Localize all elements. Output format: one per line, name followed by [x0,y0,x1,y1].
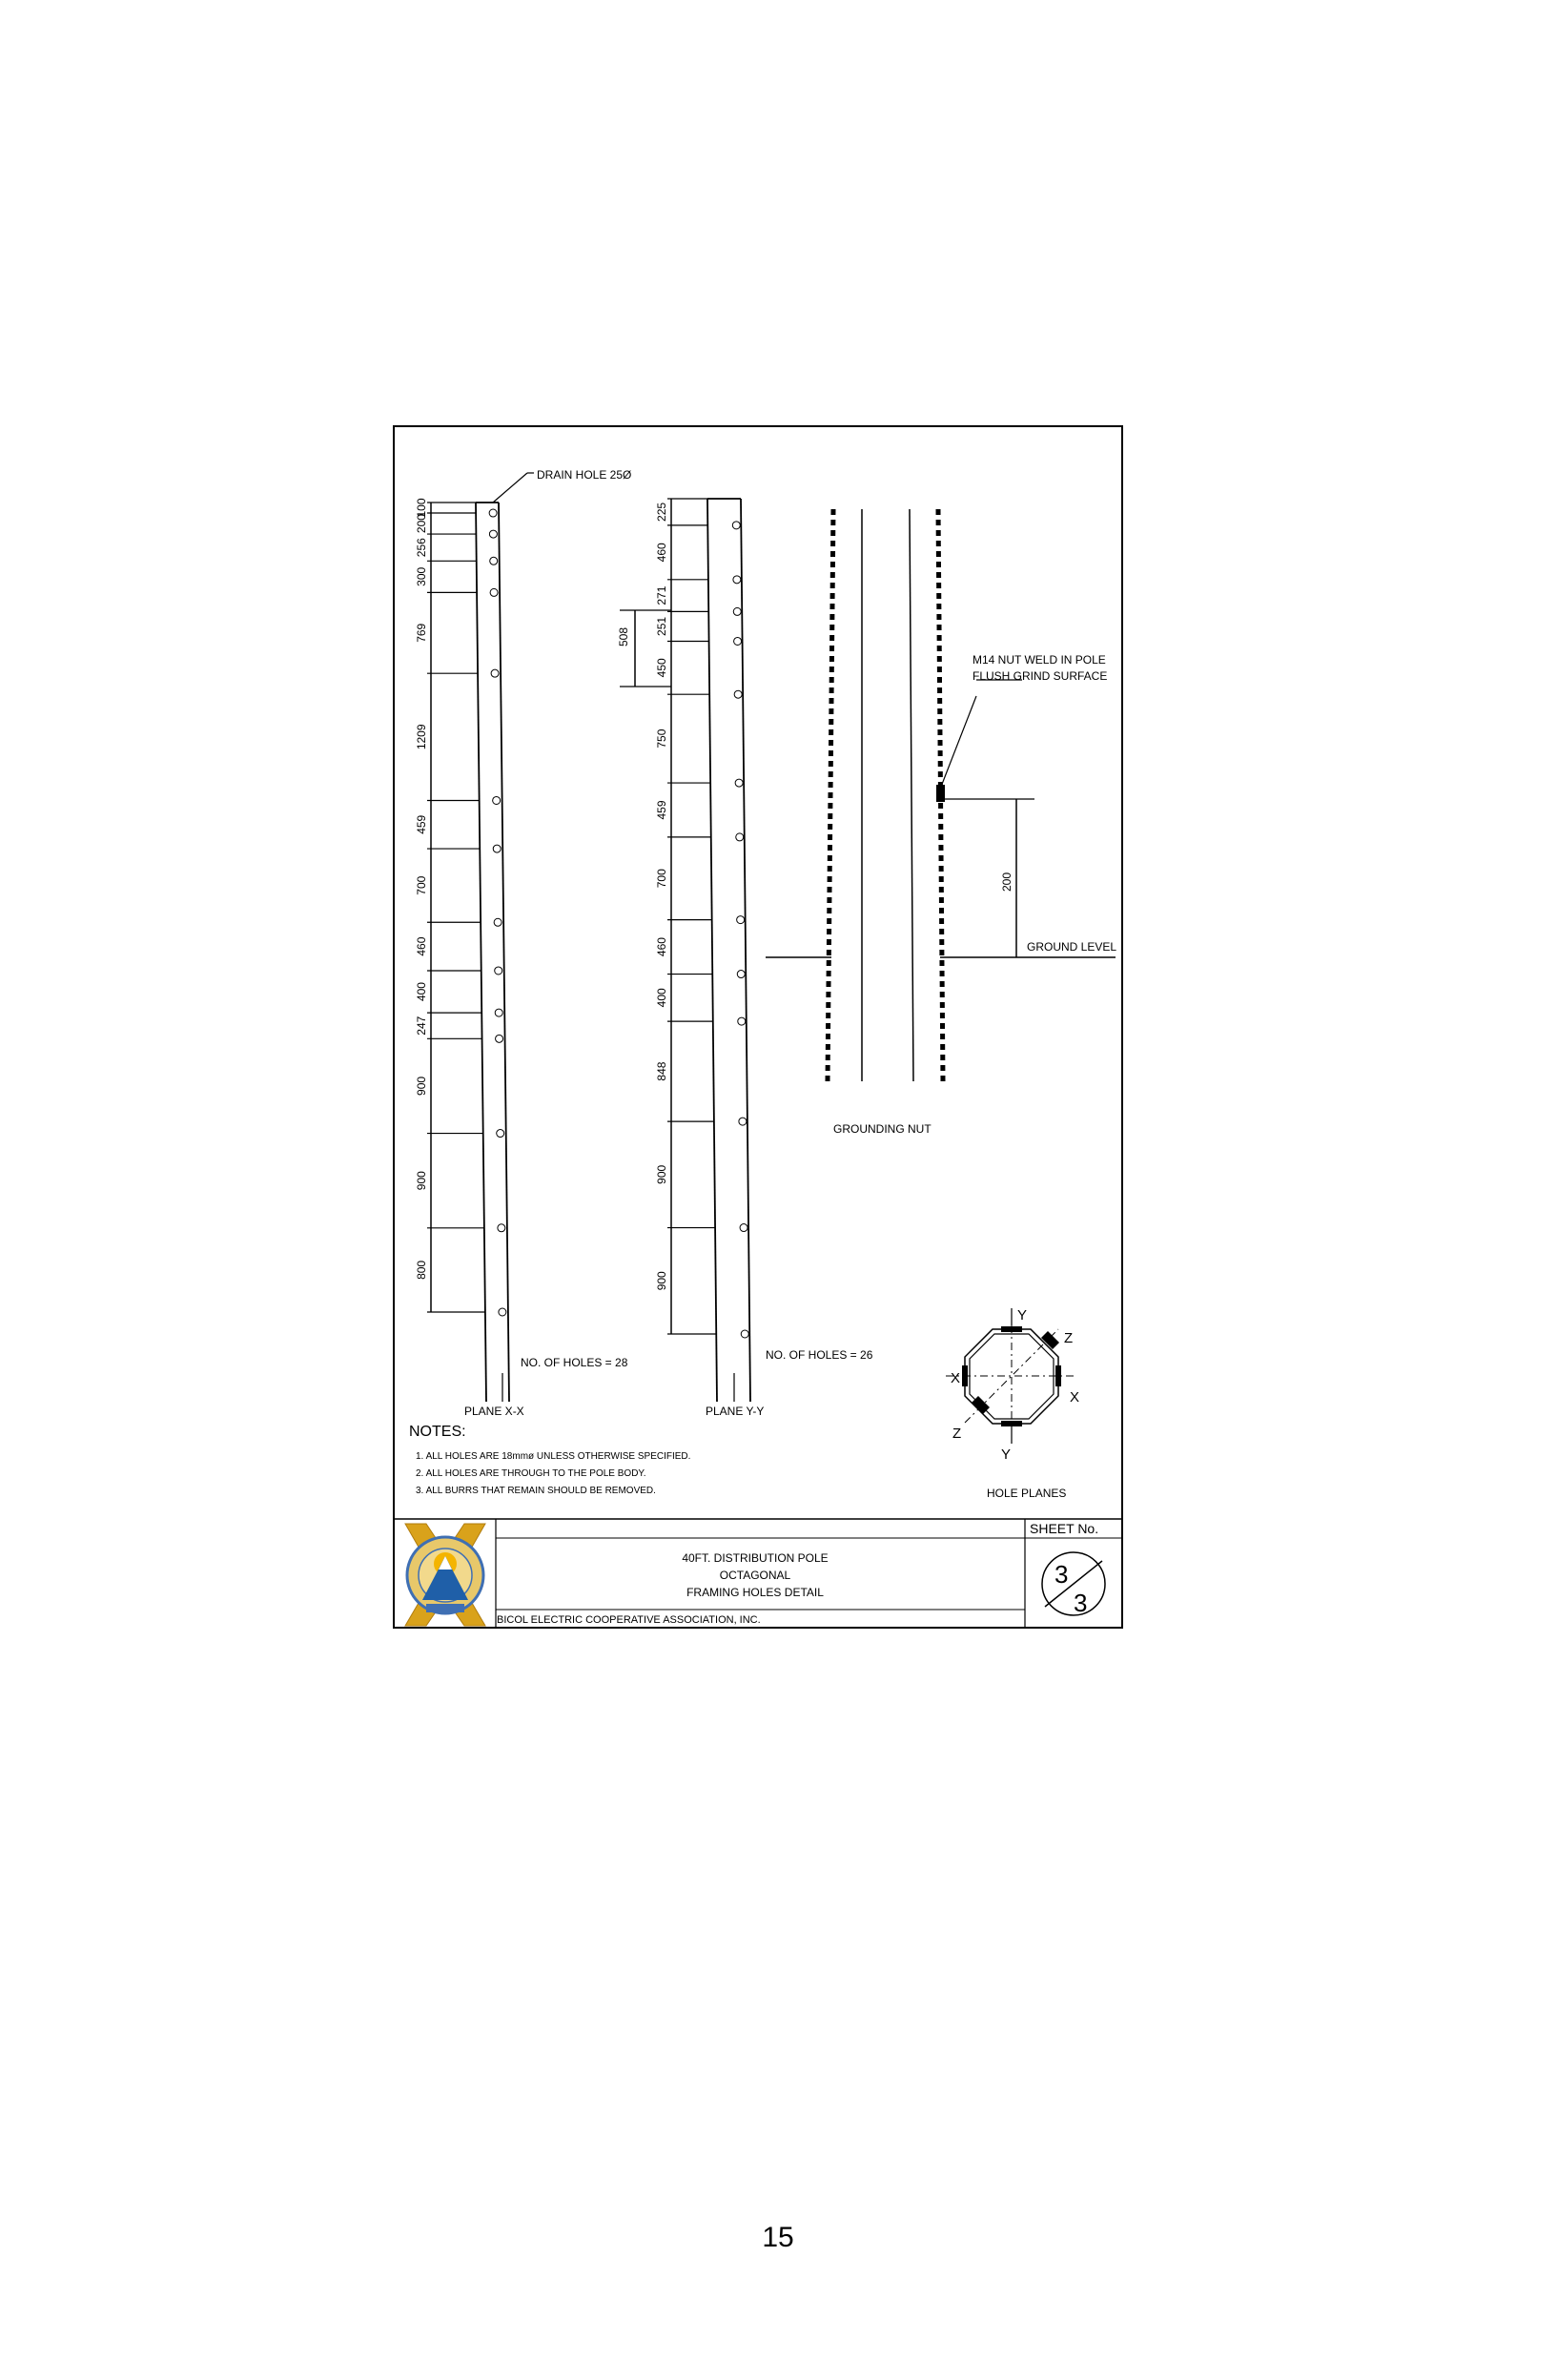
dimension-label: 750 [655,728,668,749]
dimension-label: 450 [655,658,668,678]
grounding-nut-icon [936,785,945,802]
nut-note-line2: FLUSH GRIND SURFACE [972,669,1108,683]
hole-circle [493,845,501,852]
hole-marker-ne [1041,1331,1059,1349]
dimension-label: 800 [415,1260,428,1280]
hole-circle [734,637,742,645]
pole-inner-wall-right [910,509,913,1081]
dimension-label: 459 [415,814,428,834]
dimension-label: 460 [415,936,428,956]
drawing-title-line3: FRAMING HOLES DETAIL [686,1586,824,1599]
hole-circle [733,607,741,615]
note-2: 2. ALL HOLES ARE THROUGH TO THE POLE BODY. [416,1468,646,1479]
dimension-label: 769 [415,623,428,643]
axis-label-x-right: X [1070,1389,1080,1405]
hole-circle [495,967,502,975]
dimension-label: 900 [655,1271,668,1291]
drain-hole-leader [493,473,527,503]
cooperative-seal-logo [405,1524,485,1626]
note-1: 1. ALL HOLES ARE 18mmø UNLESS OTHERWISE SPECIFIED. [416,1451,691,1462]
nut-height-dimension: 200 [1000,872,1013,892]
hole-marker-top [1001,1326,1022,1332]
dimension-label: 459 [655,800,668,820]
dimension-label: 700 [415,875,428,895]
axis-label-z-top: Z [1064,1330,1074,1346]
dimension-label: 848 [655,1061,668,1081]
hole-circle [490,557,498,564]
hole-circle [740,1224,747,1232]
drain-hole-label: DRAIN HOLE 25Ø [537,468,632,482]
hole-circle [736,833,744,841]
hole-circle [498,1224,505,1232]
dimension-label: 900 [655,1164,668,1184]
sheet-total: 3 [1074,1589,1088,1617]
plane-xx-pole-right-edge [499,503,509,1402]
dimension-label: 100 [415,498,428,518]
page-number: 15 [762,2222,794,2253]
hole-marker-left [962,1365,968,1386]
hole-circle [738,1017,746,1025]
dimension-label: 700 [655,869,668,889]
dimension-label: 200 [415,514,428,534]
hole-circle [737,971,745,978]
hole-circle [493,796,501,804]
nut-leader [941,696,976,787]
plane-yy-pole-left-edge [707,499,717,1402]
hole-marker-bottom [1001,1421,1022,1426]
drawing-title-line2: OCTAGONAL [719,1569,791,1582]
sheet-number: 3 [1054,1560,1069,1589]
hole-planes-diagram [946,1307,1079,1500]
dimension-label: 900 [415,1076,428,1096]
hole-circle [734,690,742,698]
dimension-label: 460 [655,937,668,957]
plane-yy-label: PLANE Y-Y [706,1405,765,1418]
plane-yy-view [617,499,873,1418]
drawing-border [394,426,1122,1628]
ground-level-label: GROUND LEVEL [1027,940,1117,954]
dimension-label: 225 [655,502,668,522]
dimension-label: 256 [415,538,428,558]
notes-section [409,1424,690,1496]
hole-circle [489,530,497,538]
dimension-label: 400 [655,988,668,1008]
plane-xx-holes-count: NO. OF HOLES = 28 [521,1356,628,1369]
hole-circle [499,1308,506,1316]
dimension-label: 247 [415,1016,428,1036]
hole-circle [733,576,741,584]
plane-yy-holes-count: NO. OF HOLES = 26 [766,1348,873,1362]
nut-note-line1: M14 NUT WELD IN POLE [972,653,1106,667]
pole-dashed-wall-left [828,509,833,1081]
hole-planes-caption: HOLE PLANES [987,1487,1067,1500]
dimension-label: 400 [415,982,428,1002]
span-dimension-label: 508 [617,626,630,647]
hole-circle [737,916,745,924]
hole-circle [732,522,740,529]
dimension-label: 271 [655,585,668,605]
hole-circle [490,588,498,596]
plane-yy-dimension-labels [655,503,668,1291]
plane-xx-holes [427,503,506,1316]
note-3: 3. ALL BURRS THAT REMAIN SHOULD BE REMOVED. [416,1486,656,1496]
hole-circle [495,1009,502,1016]
dimension-label: 460 [655,543,668,563]
hole-marker-right [1055,1365,1061,1386]
dimension-label: 251 [655,616,668,636]
plane-xx-dimension-labels [415,498,428,1280]
grounding-nut-view [766,509,1116,1136]
grounding-nut-caption: GROUNDING NUT [833,1122,932,1136]
plane-yy-pole-right-edge [741,499,750,1402]
hole-circle [741,1330,748,1338]
plane-xx-view [415,468,631,1418]
sheet-label: SHEET No. [1030,1521,1099,1536]
seal-banner [426,1604,464,1612]
hole-circle [497,1130,504,1138]
hole-circle [494,918,502,926]
hole-circle [739,1118,747,1125]
hole-circle [491,669,499,677]
dimension-label: 300 [415,566,428,586]
drawing-title-line1: 40FT. DISTRIBUTION POLE [682,1551,829,1565]
dimension-label: 900 [415,1171,428,1191]
axis-label-z-bottom: Z [952,1426,962,1442]
plane-xx-label: PLANE X-X [464,1405,524,1418]
dimension-label: 1209 [415,724,428,750]
notes-title: NOTES: [409,1424,466,1440]
hole-circle [735,779,743,787]
hole-circle [489,509,497,517]
axis-label-y-top: Y [1017,1307,1028,1323]
axis-label-x-left: X [951,1370,961,1386]
plane-xx-pole-left-edge [476,503,486,1402]
axis-label-y-bottom: Y [1001,1446,1012,1463]
title-block [394,1519,1122,1628]
hole-circle [496,1035,503,1042]
organization-name: BICOL ELECTRIC COOPERATIVE ASSOCIATION, INC. [497,1614,761,1626]
